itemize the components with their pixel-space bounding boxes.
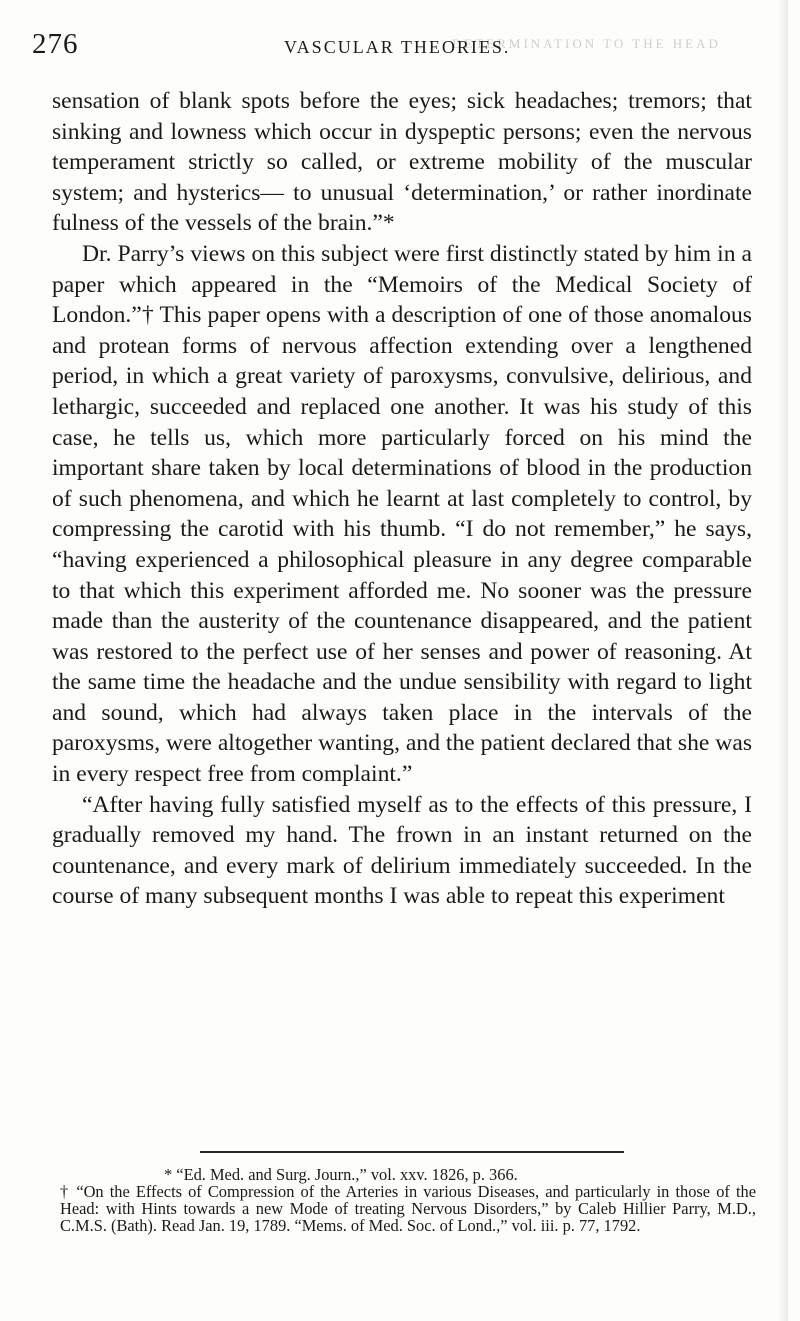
body-text bbox=[52, 86, 752, 912]
footnote-dagger: † “On the Effects of Compression of the Arteries in various Diseases, and particularly in those of the Head: with Hints towards a new Mode of treating Nervous Disorders,” by Caleb Hillier Parry, M.D., C.M.S. (Bath). Read Jan. 19, 1789. “Mems. of Med. Soc. of Lond.,” vol. iii. p. 77, 1792. bbox=[60, 1182, 756, 1235]
page-edge-shadow bbox=[778, 0, 788, 1321]
page-header bbox=[32, 28, 760, 68]
paragraph-continued: sensation of blank spots before the eyes; sick headaches; tremors; that sinking and lowness which occur in dyspeptic persons; even the nervous temperament strictly so called, or extreme mobility of the muscular system; and hysterics— to unusual ‘determination,’ or rather inordinate fulness of the vessels of the brain.”* bbox=[52, 88, 752, 237]
paragraph-parry-views: Dr. Parry’s views on this subject were first distinctly stated by him in a paper which appeared in the “Memoirs of the Medical Society of London.”† This paper opens with a description of one of those anomalous and protean forms of nervous affection extending over a lengthened period, in which a great variety of paroxysms, convulsive, delirious, and lethargic, succeeded and replaced one another. It was his study of this case, he tells us, which more particularly forced on his mind the important share taken by local determinations of blood in the production of such phenomena, and which he learnt at last completely to control, by compressing the carotid with his thumb. “I do not remember,” he says, “having experienced a philosophical pleasure in any degree comparable to that which this experiment afforded me. No sooner was the pressure made than the austerity of the countenance disappeared, and the patient was restored to the perfect use of her senses and power of reasoning. At the same time the headache and the undue sensibility with regard to light and sound, which had always taken place in the intervals of the paroxysms, were altogether wanting, and the patient declared that she was in every respect free from complaint.” bbox=[52, 240, 752, 788]
footnote-divider bbox=[200, 1151, 624, 1153]
footnotes bbox=[60, 1166, 756, 1234]
bleed-through-text: DETERMINATION TO THE HEAD bbox=[452, 36, 721, 51]
paragraph-experiment: “After having fully satisfied myself as to the effects of this pressure, I gradually removed my hand. The frown in an instant returned on the countenance, and every mark of delirium immediately succeeded. In the course of many subsequent months I was able to repeat this experiment bbox=[52, 791, 752, 910]
running-head: VASCULAR THEORIES. bbox=[284, 37, 511, 57]
footnote-asterisk: * “Ed. Med. and Surg. Journ.,” vol. xxv. 1826, p. 366. bbox=[164, 1165, 518, 1184]
page-number: 276 bbox=[32, 28, 79, 60]
